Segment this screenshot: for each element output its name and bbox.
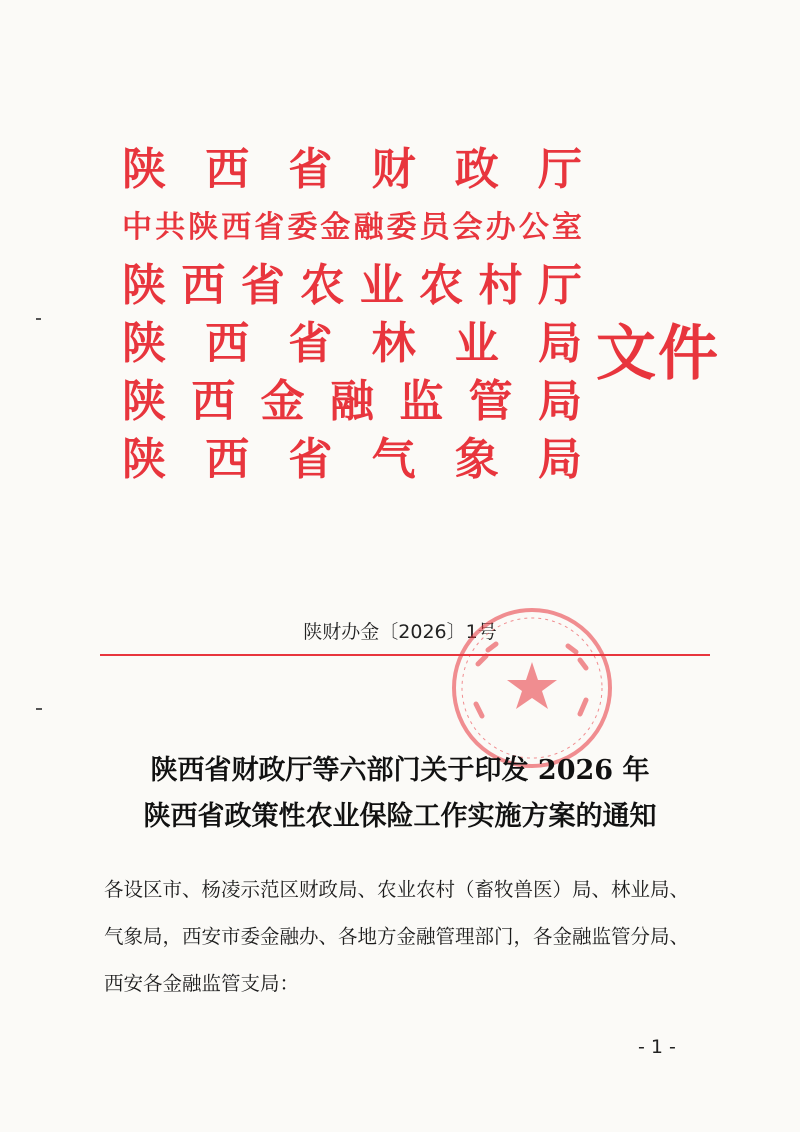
issuer-char: 农 <box>419 260 464 311</box>
issuer-char: 西 <box>205 318 250 369</box>
issuer-char: 农 <box>300 260 345 311</box>
issuer-char: 象 <box>454 434 499 485</box>
issuer-char: 中 <box>122 210 152 245</box>
issuer-char: 陕 <box>122 376 166 427</box>
issuer-char: 委 <box>386 210 417 245</box>
issuer-char: 监 <box>399 376 444 427</box>
scan-speck <box>36 708 42 710</box>
issuer-char: 会 <box>452 210 483 245</box>
issuer-char: 省 <box>288 318 333 369</box>
issuer-char: 局 <box>537 434 582 485</box>
issuer-line <box>122 378 582 426</box>
issuer-char: 省 <box>240 260 285 311</box>
document-type-label: 文件 <box>596 319 720 389</box>
issuer-char: 业 <box>359 260 404 311</box>
issuer-char: 业 <box>454 318 499 369</box>
issuer-char: 村 <box>478 260 523 311</box>
red-divider-line <box>100 654 710 656</box>
issuer-char: 西 <box>181 260 226 311</box>
issuer-char: 室 <box>551 210 582 245</box>
issuer-char: 西 <box>205 144 250 195</box>
issuer-line <box>122 146 582 194</box>
issuer-char: 省 <box>288 434 333 485</box>
issuer-char: 林 <box>371 318 416 369</box>
issuer-char: 局 <box>537 376 582 427</box>
issuer-char: 西 <box>191 376 236 427</box>
issuer-char: 金 <box>260 376 305 427</box>
issuer-char: 陕 <box>122 434 166 485</box>
document-number: 陕财办金〔2026〕1号 <box>303 621 497 643</box>
issuer-line <box>122 320 582 368</box>
issuer-char: 办 <box>485 210 516 245</box>
issuer-char: 省 <box>288 144 333 195</box>
issuer-char: 员 <box>419 210 450 245</box>
issuer-char: 陕 <box>122 144 166 195</box>
issuer-line <box>122 436 582 484</box>
issuer-char: 西 <box>205 434 250 485</box>
issuer-char: 厅 <box>537 144 582 195</box>
issuer-char: 委 <box>287 210 318 245</box>
page-number: - 1 - <box>638 1036 676 1058</box>
notice-title-line-2: 陕西省政策性农业保险工作实施方案的通知 <box>143 801 657 832</box>
issuer-char: 融 <box>329 376 374 427</box>
issuer-char: 金 <box>320 210 351 245</box>
issuer-char: 厅 <box>537 260 582 311</box>
issuer-char: 共 <box>155 210 186 245</box>
issuer-char: 陕 <box>188 210 219 245</box>
issuer-char: 陕 <box>122 318 166 369</box>
notice-title <box>0 748 800 840</box>
issuer-char: 政 <box>454 144 499 195</box>
issuer-char: 融 <box>353 210 384 245</box>
notice-title-line-1: 陕西省财政厅等六部门关于印发 2026 年 <box>150 755 650 786</box>
issuer-char: 西 <box>221 210 252 245</box>
issuer-line <box>122 204 582 252</box>
issuer-char: 财 <box>371 144 416 195</box>
scan-speck <box>36 318 41 320</box>
issuer-char: 公 <box>518 210 549 245</box>
issuer-char: 局 <box>537 318 582 369</box>
addressee-paragraph: 各设区市、杨凌示范区财政局、农业农村（畜牧兽医）局、林业局、气象局，西安市委金融办、各地方金融管理部门，各金融监管分局、西安各金融监管支局： <box>104 878 690 995</box>
official-seal-icon <box>448 604 616 772</box>
issuing-authorities <box>122 146 582 494</box>
issuer-char: 气 <box>371 434 416 485</box>
issuer-line <box>122 262 582 310</box>
issuer-char: 管 <box>468 376 513 427</box>
issuer-char: 省 <box>254 210 285 245</box>
issuer-char: 陕 <box>122 260 166 311</box>
